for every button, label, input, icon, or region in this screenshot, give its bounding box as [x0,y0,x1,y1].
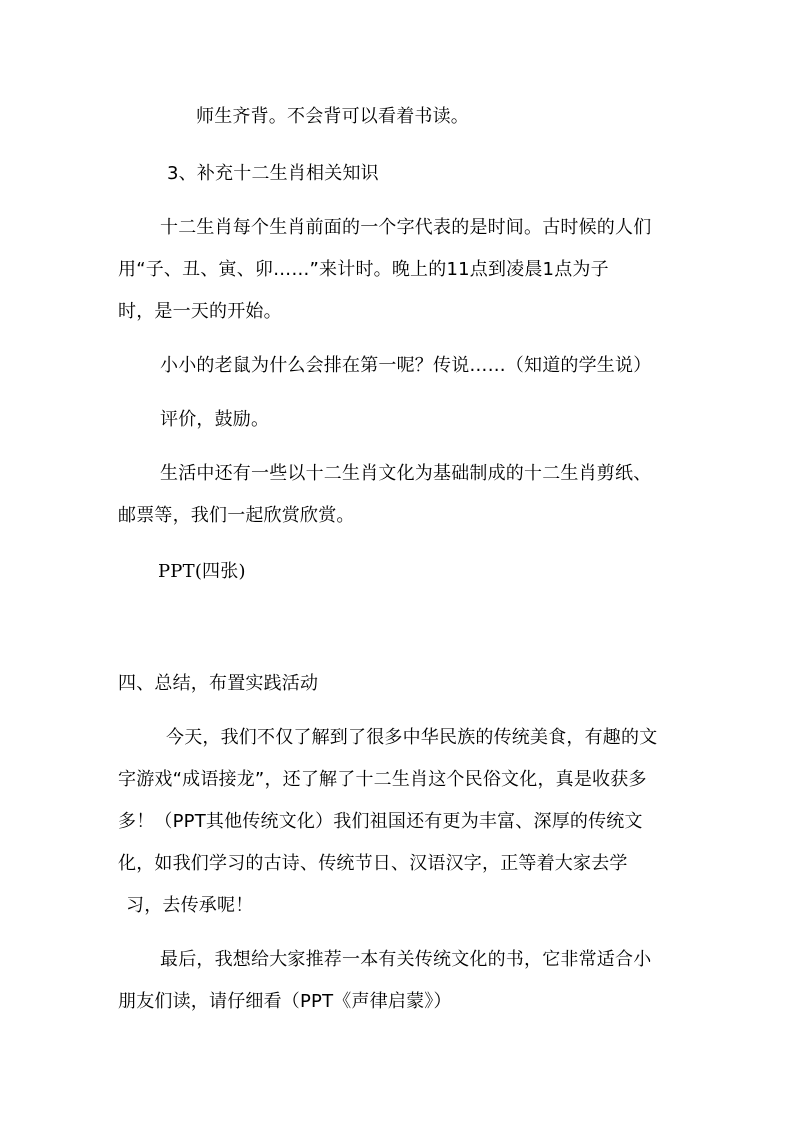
text-line: PPT(四张) [158,561,246,582]
text-line: 评价，鼓励。 [160,409,270,430]
text-line: 小小的老鼠为什么会排在第一呢？传说……（知道的学生说） [160,355,652,376]
text-line: 师生齐背。不会背可以看着书读。 [196,106,469,127]
text-line: 用“子、丑、寅、卯……”来计时。晚上的11点到凌晨1点为子 [118,259,609,280]
text-line: 邮票等，我们一起欣赏欣赏。 [118,505,355,526]
section-heading: 3、补充十二生肖相关知识 [167,163,379,184]
text-line: 习，去传承呢！ [126,895,254,916]
text-line: 朋友们读，请仔细看（PPT《声律启蒙》） [118,991,452,1012]
text-line: 时，是一天的开始。 [118,301,282,322]
text-line: 十二生肖每个生肖前面的一个字代表的是时间。古时候的人们 [160,217,652,238]
text-line: 化，如我们学习的古诗、传统节日、汉语汉字，正等着大家去学 [118,853,628,874]
section-heading: 四、总结，布置实践活动 [118,673,319,694]
text-line: 多！（PPT其他传统文化）我们祖国还有更为丰富、深厚的传统文 [118,811,643,832]
text-line: 今天，我们不仅了解到了很多中华民族的传统美食，有趣的文 [166,727,658,748]
text-line: 生活中还有一些以十二生肖文化为基础制成的十二生肖剪纸、 [160,463,652,484]
text-line: 字游戏“成语接龙”，还了解了十二生肖这个民俗文化，真是收获多 [118,769,647,790]
text-line: 最后，我想给大家推荐一本有关传统文化的书，它非常适合小 [160,949,652,970]
